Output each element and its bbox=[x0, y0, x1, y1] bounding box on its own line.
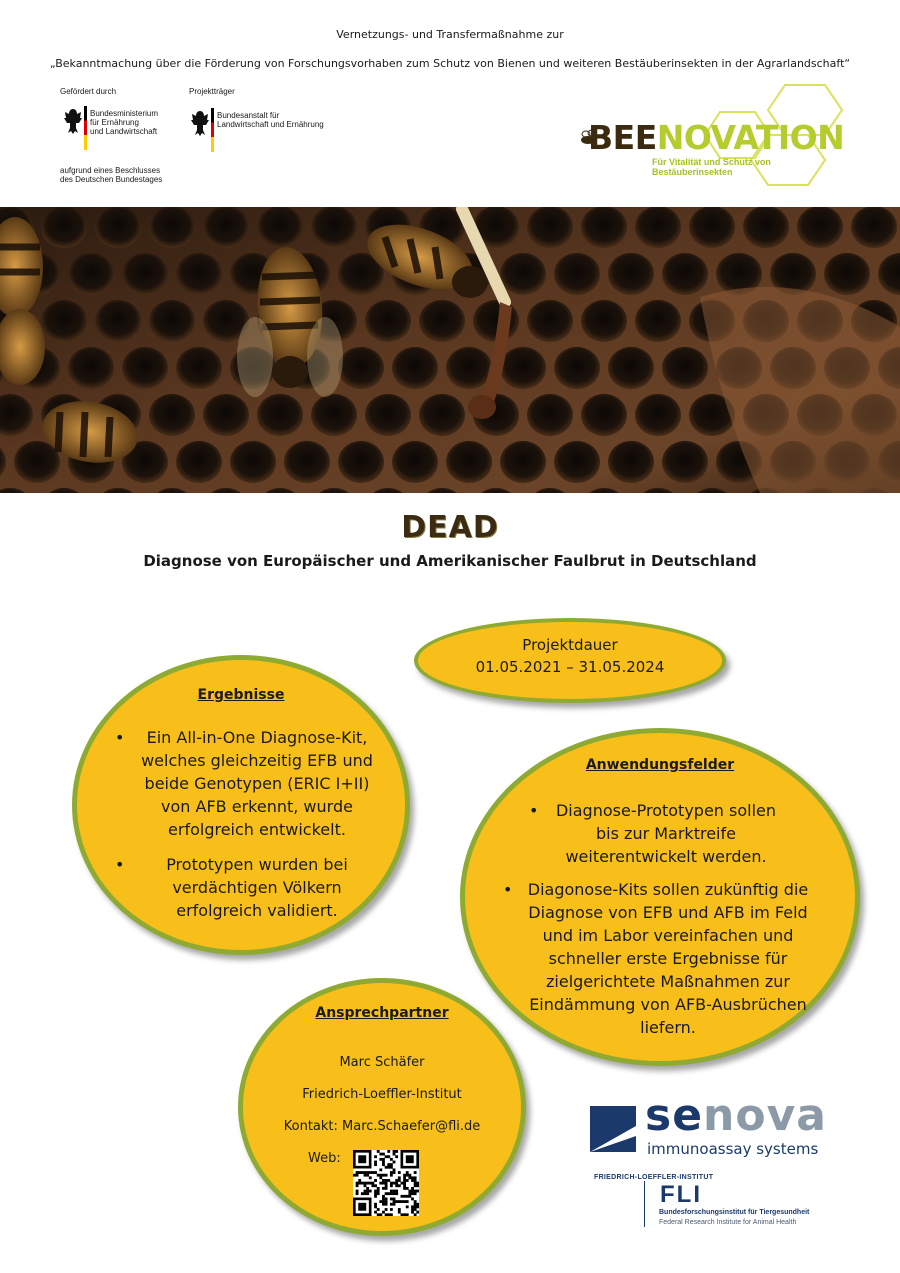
ansprechpartner-ellipse bbox=[238, 978, 526, 1236]
comb-cell bbox=[608, 441, 654, 483]
sponsor-label: Projektträger bbox=[189, 87, 235, 96]
honeycomb-photo bbox=[0, 207, 900, 493]
comb-cell bbox=[500, 253, 546, 295]
comb-cell bbox=[122, 347, 168, 389]
comb-cell bbox=[392, 441, 438, 483]
comb-cell bbox=[635, 394, 681, 436]
contact-institute: Friedrich-Loeffler-Institut bbox=[302, 1087, 462, 1102]
comb-cell bbox=[68, 253, 114, 295]
flag-bar bbox=[84, 106, 87, 150]
comb-cell bbox=[338, 441, 384, 483]
comb-cell bbox=[581, 394, 627, 436]
list-item: • Diagnose-Prototypen sollen bis zur Marktreife weiterentwickelt werden. bbox=[529, 801, 777, 866]
comb-cell bbox=[743, 207, 789, 248]
ble-name: Bundesanstalt für Landwirtschaft und Ernährung bbox=[217, 111, 324, 129]
list-item: • Prototypen wurden bei verdächtigen Völkern erfolgreich validiert. bbox=[115, 855, 348, 920]
comb-cell bbox=[365, 300, 411, 342]
comb-cell bbox=[851, 207, 897, 248]
comb-cell bbox=[149, 300, 195, 342]
comb-cell bbox=[338, 347, 384, 389]
senova-wordmark: senova bbox=[645, 1090, 827, 1141]
comb-cell bbox=[662, 253, 708, 295]
contact-name: Marc Schäfer bbox=[339, 1055, 425, 1070]
comb-cell bbox=[446, 441, 492, 483]
comb-cell bbox=[149, 207, 195, 248]
fli-divider bbox=[644, 1181, 645, 1227]
ergebnisse-list bbox=[115, 726, 377, 922]
comb-cell bbox=[635, 300, 681, 342]
comb-cell bbox=[554, 441, 600, 483]
fli-top-text: FRIEDRICH-LOEFFLER-INSTITUT bbox=[594, 1174, 714, 1181]
comb-cell bbox=[500, 441, 546, 483]
ansprechpartner-heading: Ansprechpartner bbox=[315, 1005, 449, 1021]
comb-cell bbox=[554, 253, 600, 295]
comb-cell bbox=[176, 253, 222, 295]
comb-cell bbox=[635, 207, 681, 248]
comb-cell bbox=[581, 207, 627, 248]
bullet-icon: • bbox=[503, 880, 513, 899]
comb-cell bbox=[149, 394, 195, 436]
comb-cell bbox=[500, 347, 546, 389]
beenovation-tagline: Für Vitalität und Schutz von Bestäuberinsekten bbox=[652, 157, 771, 177]
header-line1: Vernetzungs- und Transfermaßnahme zur bbox=[336, 28, 564, 41]
comb-cell bbox=[662, 441, 708, 483]
comb-cell bbox=[14, 441, 60, 483]
comb-cell bbox=[311, 394, 357, 436]
ergebnisse-heading: Ergebnisse bbox=[197, 687, 285, 703]
comb-cell bbox=[365, 394, 411, 436]
comb-cell bbox=[41, 300, 87, 342]
comb-cell bbox=[608, 253, 654, 295]
comb-cell bbox=[176, 441, 222, 483]
projektdauer-dates: 01.05.2021 – 31.05.2024 bbox=[475, 658, 665, 676]
comb-cell bbox=[554, 347, 600, 389]
list-item: • Diagonose-Kits sollen zukünftig die Diagnose von EFB und AFB im Feld und im Labor vereinfachen und schneller erste Ergebnisse für zielgerichtete Maßnahmen zur Eindämmung von AFB-Ausbrüchen liefern. bbox=[503, 880, 809, 1037]
ergebnisse-ellipse bbox=[72, 655, 410, 955]
decision-note: aufgrund eines Beschlusses des Deutschen Bundestages bbox=[60, 166, 163, 184]
qr-code[interactable] bbox=[353, 1150, 419, 1216]
fli-english-name: Federal Research Institute for Animal Health bbox=[659, 1219, 797, 1226]
comb-cell bbox=[68, 347, 114, 389]
comb-cell bbox=[419, 300, 465, 342]
comb-cell bbox=[95, 300, 141, 342]
comb-cell bbox=[311, 207, 357, 248]
comb-cell bbox=[527, 300, 573, 342]
comb-cell bbox=[419, 394, 465, 436]
comb-cell bbox=[527, 207, 573, 248]
comb-cell bbox=[41, 207, 87, 248]
bullet-icon: • bbox=[115, 855, 125, 874]
projektdauer-label: Projektdauer bbox=[522, 636, 618, 654]
comb-cell bbox=[122, 253, 168, 295]
comb-cell bbox=[230, 441, 276, 483]
poster-title: DEAD bbox=[401, 510, 499, 545]
federal-eagle-icon bbox=[62, 106, 86, 140]
funded-by-label: Gefördert durch bbox=[60, 87, 117, 96]
comb-cell bbox=[257, 394, 303, 436]
comb-cell bbox=[527, 394, 573, 436]
poster-subtitle: Diagnose von Europäischer und Amerikanischer Faulbrut in Deutschland bbox=[143, 552, 757, 570]
beenovation-wordmark: BEENOVATION bbox=[588, 118, 845, 157]
web-label: Web: bbox=[308, 1151, 341, 1166]
projektdauer-text bbox=[418, 634, 722, 678]
projektdauer-ellipse bbox=[414, 618, 726, 703]
comb-cell bbox=[824, 253, 870, 295]
senova-mark-icon bbox=[590, 1106, 640, 1152]
bullet-icon: • bbox=[529, 801, 539, 820]
comb-cell bbox=[392, 347, 438, 389]
comb-cell bbox=[95, 207, 141, 248]
federal-eagle-icon bbox=[189, 108, 211, 140]
anwendungsfelder-list bbox=[505, 799, 817, 1039]
anwendungsfelder-heading: Anwendungsfelder bbox=[585, 757, 735, 773]
comb-cell bbox=[662, 347, 708, 389]
flag-bar bbox=[211, 108, 214, 152]
comb-cell bbox=[608, 347, 654, 389]
fli-german-name: Bundesforschungsinstitut für Tiergesundheit bbox=[659, 1209, 810, 1216]
contact-email[interactable]: Kontakt: Marc.Schaefer@fli.de bbox=[283, 1119, 481, 1134]
comb-cell bbox=[284, 441, 330, 483]
comb-cell bbox=[581, 300, 627, 342]
comb-cell bbox=[257, 207, 303, 248]
comb-cell bbox=[446, 347, 492, 389]
comb-cell bbox=[176, 347, 222, 389]
beenovation-logo bbox=[570, 80, 850, 195]
comb-cell bbox=[203, 394, 249, 436]
comb-cell bbox=[689, 207, 735, 248]
comb-cell bbox=[797, 207, 843, 248]
comb-cell bbox=[203, 207, 249, 248]
bullet-icon: • bbox=[115, 728, 125, 747]
list-item: • Ein All-in-One Diagnose-Kit, welches gleichzeitig EFB und beide Genotypen (ERIC I+II) von AFB erkennt, wurde erfolgreich entwickelt. bbox=[115, 728, 373, 839]
senova-tagline: immunoassay systems bbox=[647, 1140, 819, 1158]
fli-short: FLI bbox=[660, 1181, 702, 1208]
bmel-name: Bundesministerium für Ernährung und Landwirtschaft bbox=[90, 109, 159, 136]
header-line2: „Bekanntmachung über die Förderung von Forschungsvorhaben zum Schutz von Bienen und weiteren Bestäuberinsekten in der Agrarlandschaft“ bbox=[49, 57, 851, 70]
